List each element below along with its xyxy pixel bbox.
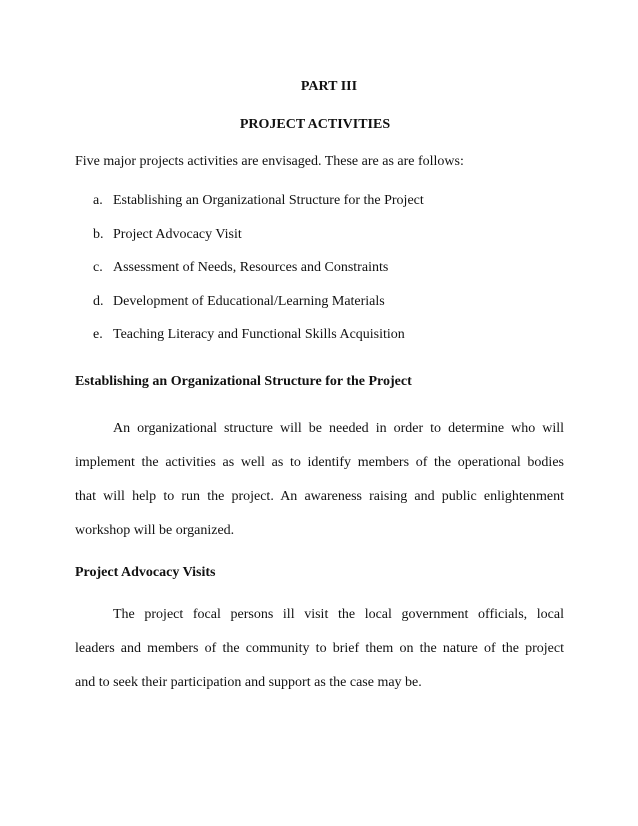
paragraph-line: workshop will be organized. [75, 523, 235, 538]
list-item [93, 294, 424, 328]
list-item-text: Assessment of Needs, Resources and Constraints [113, 260, 389, 275]
section-heading-advocacy-visits: Project Advocacy Visits [75, 565, 216, 580]
paragraph-line: and to seek their participation and support as the case may be. [75, 675, 422, 690]
part-title: PART III [300, 79, 358, 94]
paragraph-line: that will help to run the project. An awareness raising and public enlightenment [75, 489, 564, 504]
list-item [93, 227, 424, 261]
list-item-text: Development of Educational/Learning Materials [113, 293, 385, 309]
section-heading-organizational-structure: Establishing an Organizational Structure for the Project [75, 374, 412, 389]
list-marker: b. [93, 226, 104, 242]
list-item-text: Teaching Literacy and Functional Skills Acquisition [113, 327, 405, 342]
paragraph-advocacy-visits [75, 598, 564, 700]
list-marker: e. [93, 327, 103, 342]
list-marker: d. [93, 293, 104, 309]
activities-list [93, 193, 424, 361]
paragraph-organizational-structure [75, 412, 564, 548]
list-marker: a. [93, 193, 103, 208]
list-item [93, 260, 424, 294]
list-item-text: Establishing an Organizational Structure for the Project [113, 193, 424, 208]
list-marker: c. [93, 260, 103, 275]
paragraph-line: An organizational structure will be needed in order to determine who will [113, 421, 564, 436]
section-title: PROJECT ACTIVITIES [239, 117, 391, 132]
intro-paragraph: Five major projects activities are envisaged. These are as are follows: [75, 154, 464, 169]
paragraph-line: implement the activities as well as to identify members of the operational bodies [75, 455, 564, 470]
paragraph-line: The project focal persons ill visit the local government officials, local [113, 607, 564, 622]
paragraph-line: leaders and members of the community to brief them on the nature of the project [75, 641, 564, 656]
list-item-text: Project Advocacy Visit [113, 226, 242, 242]
list-item [93, 193, 424, 227]
list-item [93, 327, 424, 361]
